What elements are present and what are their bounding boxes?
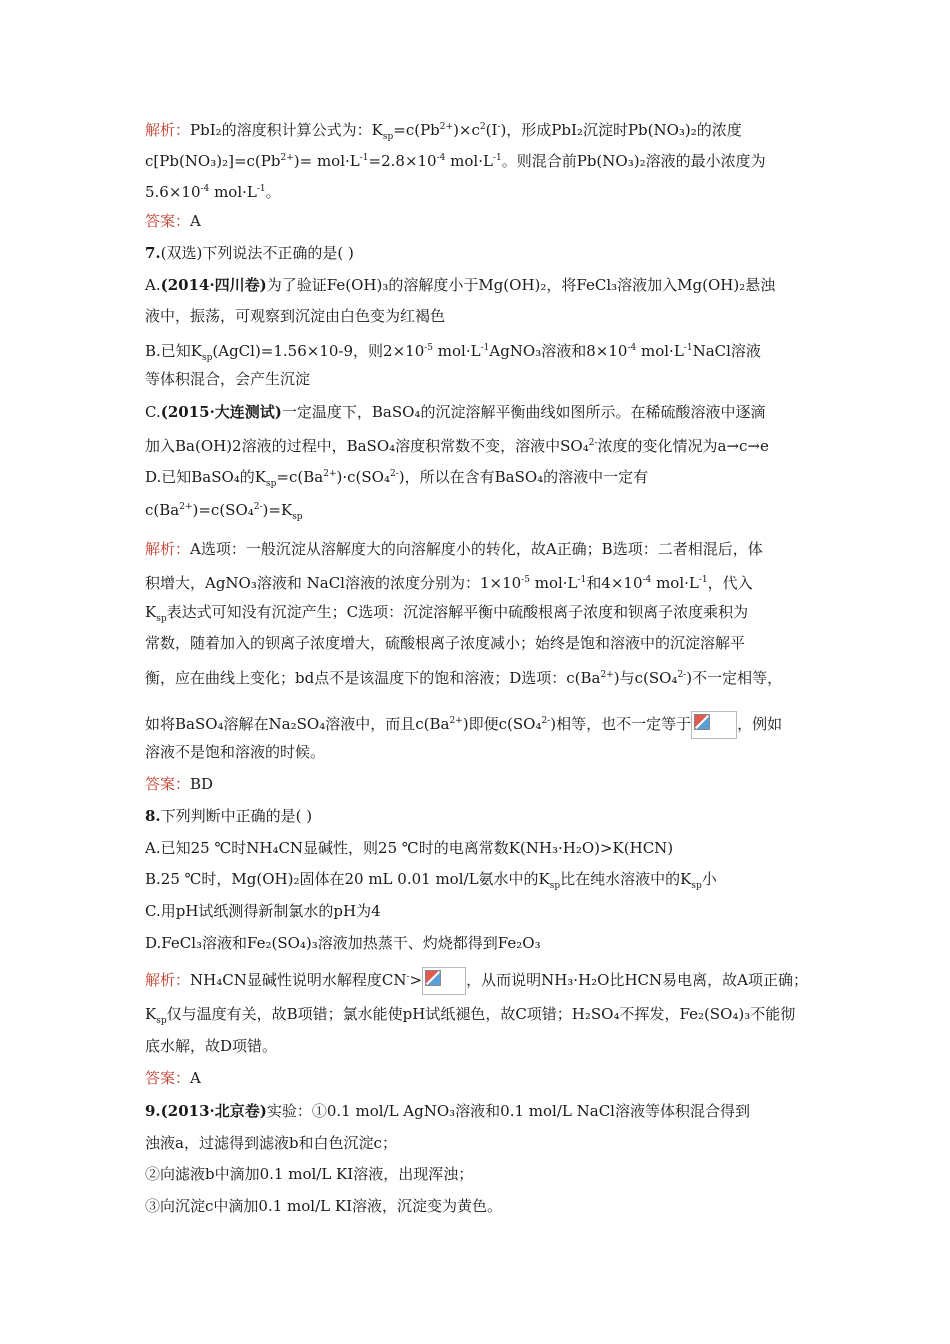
text-line <box>145 147 766 169</box>
text-line <box>145 432 769 454</box>
text-line <box>145 966 808 988</box>
text-line <box>145 1003 795 1025</box>
text-run: -4 <box>200 184 210 194</box>
text-run: )=K <box>262 501 293 519</box>
text-run: 2+ <box>323 469 337 479</box>
text-run: K <box>145 1005 157 1023</box>
text-run: ，从而说明NH₃·H₂O比HCN易电离，故A项正确； <box>466 971 808 989</box>
text-run: c[Pb(NO₃)₂]=c(Pb <box>145 152 281 170</box>
text-run: 加入Ba(OH)2溶液的过程中，BaSO₄溶度积常数不变，溶液中SO₄ <box>145 437 589 455</box>
text-run: 液中，振荡，可观察到沉淀由白色变为红褐色 <box>145 307 446 325</box>
text-run: 小 <box>701 870 717 888</box>
text-line <box>145 632 745 654</box>
emphasis-text: (2013·北京卷) <box>160 1102 267 1120</box>
text-run: 2+ <box>280 153 294 163</box>
text-run: (AgCl)=1.56×10-9，则2×10 <box>212 342 425 360</box>
text-run: 为了验证Fe(OH)₃的溶解度小于Mg(OH)₂，将FeCl₃溶液加入Mg(OH)₂悬浊 <box>266 276 776 294</box>
text-line <box>145 868 717 890</box>
text-line <box>145 710 782 732</box>
text-line <box>145 569 753 591</box>
text-line <box>145 601 748 623</box>
text-run: =2.8×10 <box>368 152 437 170</box>
text-run: - <box>497 122 501 132</box>
text-run: C.用pH试纸测得新制氯水的pH为4 <box>145 902 381 920</box>
text-line <box>145 773 213 795</box>
text-run: )，所以在含有BaSO₄的溶液中一定有 <box>398 468 649 486</box>
text-run: (I <box>485 121 498 139</box>
text-run: 2- <box>389 469 399 479</box>
text-line <box>145 1035 277 1057</box>
text-line <box>145 741 325 763</box>
text-line <box>145 1100 750 1122</box>
text-run: -1 <box>359 153 369 163</box>
text-run: sp <box>266 479 277 489</box>
text-line <box>145 178 281 200</box>
text-line <box>145 1067 201 1089</box>
text-run: 和4×10 <box>586 574 643 592</box>
text-run: K <box>145 603 157 621</box>
text-line <box>145 538 763 560</box>
emphasis-text: (2014·四川卷) <box>160 276 267 294</box>
text-run: -1 <box>577 575 587 585</box>
broken-image-glyph <box>694 714 710 730</box>
text-line <box>145 274 775 296</box>
text-run: 底水解，故D项错。 <box>145 1037 278 1055</box>
text-run: 下列判断中正确的是( ) <box>160 807 313 825</box>
text-run: -4 <box>436 153 446 163</box>
text-run: sp <box>202 353 213 363</box>
text-line <box>145 664 782 686</box>
text-run: A. <box>145 276 161 294</box>
broken-image-icon <box>691 711 737 739</box>
text-run: - <box>406 972 410 982</box>
text-line <box>145 368 310 390</box>
text-run: )即便c(SO₄ <box>462 715 542 733</box>
text-run: -5 <box>521 575 530 585</box>
text-run: mol·L <box>636 342 684 360</box>
text-line <box>145 1132 397 1154</box>
text-line <box>145 210 201 232</box>
text-run: sp <box>156 1016 167 1026</box>
text-line <box>145 1195 502 1217</box>
text-line <box>145 900 381 922</box>
text-run: mol·L <box>209 183 257 201</box>
label-text: 答案： <box>145 1069 191 1087</box>
text-line <box>145 337 761 363</box>
text-run: )= mol·L <box>293 152 360 170</box>
text-run: 表达式可知没有沉淀产生；C选项：沉淀溶解平衡中硫酸根离子浓度和钡离子浓度乘积为 <box>166 603 749 621</box>
text-run: -5 <box>424 343 434 353</box>
text-run: sp <box>549 881 561 891</box>
text-run: =c(Pb <box>393 121 440 139</box>
text-run: 2+ <box>600 670 614 680</box>
broken-image-icon <box>422 967 466 995</box>
text-run: 比在纯水溶液中的K <box>560 870 692 888</box>
text-run: -4 <box>642 575 652 585</box>
text-run: 2+ <box>439 122 454 132</box>
text-run: sp <box>292 512 303 522</box>
text-run: )，形成PbI₂沉淀时Pb(NO₃)₂的浓度 <box>500 121 742 139</box>
text-run: A <box>190 212 201 230</box>
text-run: A选项：一般沉淀从溶解度大的向溶解度小的转化，故A正确；B选项：二者相混后，体 <box>190 540 763 558</box>
text-run: sp <box>156 614 167 624</box>
text-run: 2- <box>541 716 551 726</box>
text-run: 常数，随着加入的钡离子浓度增大，硫酸根离子浓度减小；始终是饱和溶液中的沉淀溶解平 <box>145 634 746 652</box>
emphasis-text: 9. <box>145 1102 161 1120</box>
text-line <box>145 837 673 859</box>
label-text: 答案： <box>145 212 191 230</box>
text-run: c(Ba <box>145 501 180 519</box>
text-run: ，代入 <box>707 574 753 592</box>
text-line <box>145 1163 473 1185</box>
text-run: (双选)下列说法不正确的是( ) <box>160 244 354 262</box>
text-run: 浊液a，过滤得到滤液b和白色沉淀c； <box>145 1134 397 1152</box>
text-run: A <box>190 1069 201 1087</box>
text-run: AgNO₃溶液和8×10 <box>489 342 628 360</box>
text-run: )与c(SO₄ <box>613 669 678 687</box>
text-run: B.已知K <box>145 342 202 360</box>
text-run: mol·L <box>445 152 493 170</box>
text-run: -1 <box>256 184 266 194</box>
text-run: > <box>409 971 423 989</box>
text-line <box>145 932 541 954</box>
text-run: 2 <box>479 122 486 132</box>
text-run: )·c(SO₄ <box>336 468 390 486</box>
broken-image-glyph <box>425 970 441 986</box>
text-run: D.已知BaSO₄的K <box>145 468 267 486</box>
text-run: NaCl溶液 <box>692 342 761 360</box>
text-run: mol·L <box>651 574 699 592</box>
label-text: 解析： <box>145 121 191 139</box>
text-run: BD <box>190 775 214 793</box>
text-run: 2- <box>588 438 598 448</box>
text-run: NH₄CN显碱性说明水解程度CN <box>190 971 407 989</box>
text-run: 2- <box>253 502 263 512</box>
text-run: )×c <box>453 121 480 139</box>
text-run: )=c(SO₄ <box>192 501 254 519</box>
text-run: 5.6×10 <box>145 183 201 201</box>
text-run: 衡，应在曲线上变化；bd点不是该温度下的饱和溶液；D选项：c(Ba <box>145 669 601 687</box>
label-text: 解析： <box>145 971 191 989</box>
text-line <box>145 463 649 489</box>
text-run: ③向沉淀c中滴加0.1 mol/L KI溶液，沉淀变为黄色。 <box>145 1197 502 1215</box>
text-run: 浓度的变化情况为a→c→e <box>597 437 769 455</box>
text-run: 实验：①0.1 mol/L AgNO₃溶液和0.1 mol/L NaCl溶液等体积混合得到 <box>266 1102 750 1120</box>
text-run: 。 <box>265 183 281 201</box>
text-line <box>145 305 445 327</box>
text-run: )相等，也不一定等于 <box>550 715 692 733</box>
text-run: ②向滤液b中滴加0.1 mol/L KI溶液，出现浑浊； <box>145 1165 474 1183</box>
text-run: 2- <box>677 670 687 680</box>
label-text: 答案： <box>145 775 191 793</box>
text-run: -1 <box>683 343 693 353</box>
text-line <box>145 401 765 423</box>
text-run: 仅与温度有关，故B项错；氯水能使pH试纸褪色，故C项错；H₂SO₄不挥发，Fe₂(SO₄)₃不能彻 <box>166 1005 796 1023</box>
text-run: )不一定相等， <box>686 669 783 687</box>
text-run: C. <box>145 403 161 421</box>
text-run: 。则混合前Pb(NO₃)₂溶液的最小浓度为 <box>501 152 766 170</box>
text-line <box>145 242 354 264</box>
text-run: 如将BaSO₄溶解在Na₂SO₄溶液中，而且c(Ba <box>145 715 450 733</box>
text-run: -1 <box>698 575 708 585</box>
text-run: 一定温度下，BaSO₄的沉淀溶解平衡曲线如图所示。在稀硫酸溶液中逐滴 <box>281 403 766 421</box>
label-text: 解析： <box>145 540 191 558</box>
text-line <box>145 496 303 522</box>
text-run: -1 <box>492 153 502 163</box>
text-run: 溶液不是饱和溶液的时候。 <box>145 743 326 761</box>
text-run: ，例如 <box>737 715 783 733</box>
text-run: B.25 ℃时，Mg(OH)₂固体在20 mL 0.01 mol/L氨水中的K <box>145 870 550 888</box>
text-line <box>145 116 742 142</box>
text-run: 2+ <box>449 716 463 726</box>
emphasis-text: 7. <box>145 244 161 262</box>
text-run: 等体积混合，会产生沉淀 <box>145 370 311 388</box>
emphasis-text: (2015·大连测试) <box>160 403 282 421</box>
text-run: -4 <box>627 343 637 353</box>
text-run: =c(Ba <box>276 468 324 486</box>
text-run: PbI₂的溶度积计算公式为：K <box>190 121 383 139</box>
emphasis-text: 8. <box>145 807 161 825</box>
text-run: D.FeCl₃溶液和Fe₂(SO₄)₃溶液加热蒸干、灼烧都得到Fe₂O₃ <box>145 934 541 952</box>
text-line <box>145 805 312 827</box>
text-run: 2+ <box>179 502 193 512</box>
text-run: sp <box>382 132 394 142</box>
text-run: mol·L <box>529 574 578 592</box>
text-run: sp <box>691 881 702 891</box>
text-run: -1 <box>480 343 490 353</box>
text-run: mol·L <box>433 342 481 360</box>
text-run: 积增大，AgNO₃溶液和 NaCl溶液的浓度分别为：1×10 <box>145 574 522 592</box>
text-run: A.已知25 ℃时NH₄CN显碱性，则25 ℃时的电离常数K(NH₃·H₂O)>K(HCN) <box>145 839 674 857</box>
